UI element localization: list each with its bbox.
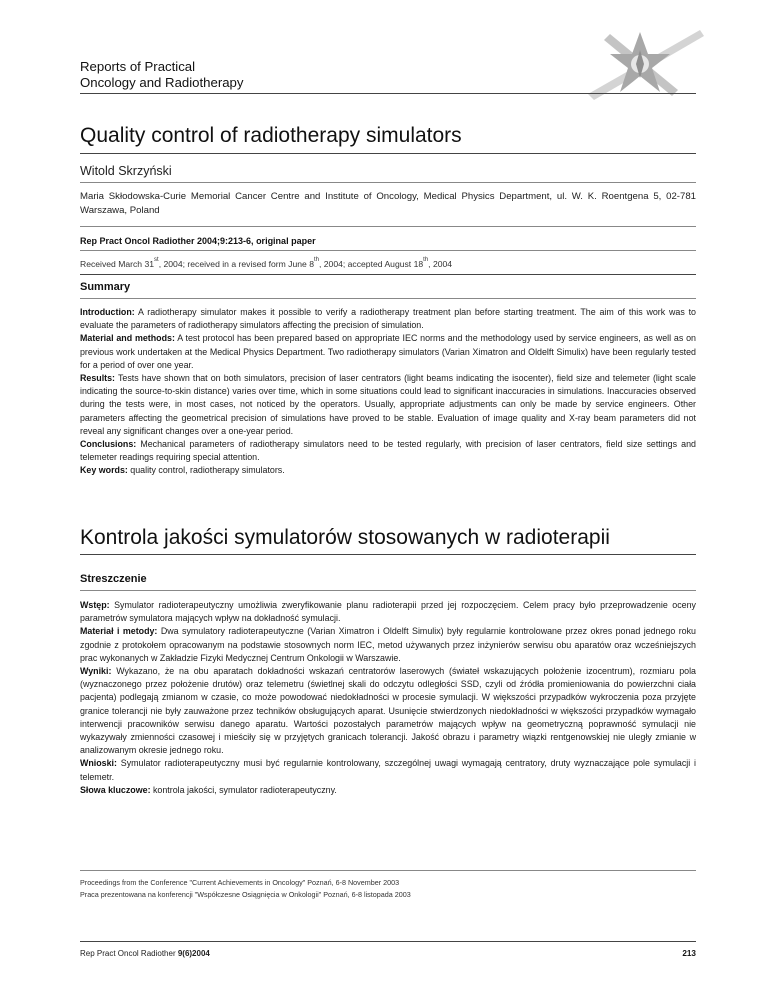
streszczenie-wnioski: Wnioski: Symulator radioterapeutyczny musi być regularnie kontrolowany, szczególnej uwagi wymagają centratory, druty wyznaczające pole symulacji i telemetr. xyxy=(80,758,696,782)
footnote-divider xyxy=(80,870,696,871)
polish-title: Kontrola jakości symulatorów stosowanych w radioterapii xyxy=(80,526,610,549)
page-number: 213 xyxy=(682,949,696,958)
summary-keywords: Key words: quality control, radiotherapy simulators. xyxy=(80,465,285,476)
author-divider xyxy=(80,182,696,183)
citation: Rep Pract Oncol Radiother 2004;9:213-6, original paper xyxy=(80,236,316,246)
summary-body xyxy=(80,306,696,478)
summary-introduction: Introduction: A radiotherapy simulator makes it possible to verify a radiotherapy treatment plan before starting treatment. The aim of this work was to evaluate the parameters of radiotherapy simulators affecting the precision of simulation. xyxy=(80,307,696,331)
summary-results: Results: Tests have shown that on both simulators, precision of laser centrators (light beams indicating the isocenter), field size and telemeter (light scale indicating the source-to-skin distance) varies over time, which in some situations could lead to significant inaccuracies in simulations. Inaccuracies observed during the tests were, in most cases, not noticed by the operators. Usually, appropriate adjustments can only be made by service engineers. Other parameters affecting the geometrical precision of simulations have proved to be stable. Evaluation of image quality and X-ray beam parameters did not reveal any significant changes over a one-year period. xyxy=(80,373,696,436)
footer-journal-ref: Rep Pract Oncol Radiother 9(6)2004 xyxy=(80,949,210,958)
streszczenie-divider xyxy=(80,590,696,591)
footnote-polish: Praca prezentowana na konferencji "Współczesne Osiągnięcia w Onkologii" Poznań, 6-8 listopada 2003 xyxy=(80,890,411,899)
streszczenie-body xyxy=(80,599,696,797)
article-dates: Received March 31st, 2004; received in a revised form June 8th, 2004; accepted August 18th, 2004 xyxy=(80,257,453,269)
journal-name-line1: Reports of Practical xyxy=(80,59,196,74)
accepted-date: , 2004; accepted August 18 xyxy=(318,259,424,269)
summary-divider xyxy=(80,298,696,299)
citation-divider xyxy=(80,250,696,251)
footer-issue: 9(6)2004 xyxy=(177,949,210,958)
revised-date: , 2004; received in a revised form June 8 xyxy=(158,259,314,269)
streszczenie-heading: Streszczenie xyxy=(80,573,147,585)
title-divider xyxy=(80,153,696,154)
summary-conclusions: Conclusions: Mechanical parameters of radiotherapy simulators need to be tested regularly, with precision of laser centrators, field size settings and telemeter readings requiring special attention. xyxy=(80,439,696,463)
journal-name xyxy=(80,59,244,91)
received-date: Received March 31 xyxy=(80,259,155,269)
streszczenie-wstep: Wstęp: Symulator radioterapeutyczny umożliwia zweryfikowanie planu radioterapii przed jej rozpoczęciem. Celem pracy było przeprowadzenie oceny parametrów symulatora mających wpływ na dokładność symulacji. xyxy=(80,600,696,624)
dates-divider xyxy=(80,274,696,275)
streszczenie-wyniki: Wyniki: Wykazano, że na obu aparatach dokładności wskazań centratorów laserowych (świateł wskazujących położenie izocentrum), rozmiaru pola (wyznaczonego przez położenie drutów) oraz telemetru (świetlnej skali do odczytu odległości SSD, czyli od źródła promieniowania do powierzchni ciała pacjenta) podlegają zmianom w czasie, co może powodować niedokładności w procesie symulacji. W większości przypadków wykroczenia poza przyjęte granice tolerancji nie były zauważone przez techników obsługujących aparat. Usunięcie stwierdzonych niedokładności w większości przypadków wymagało interwencji pracowników serwisu danego aparatu. Wartości pozostałych parametrów mających wpływ na geometryczną poprawność symulacji nie wykazywały zmienności czasowej i mieściły się w przyjętych granicach tolerancji. Jakość obrazu i parametry wiązki rentgenowskiej nie uległy zmianie w analizowanym okresie jednego roku. xyxy=(80,666,696,756)
journal-name-line2: Oncology and Radiotherapy xyxy=(80,75,244,90)
header-divider xyxy=(80,93,696,94)
polish-title-divider xyxy=(80,554,696,555)
footer-divider xyxy=(80,941,696,942)
journal-logo-icon xyxy=(580,20,708,102)
footnote-english: Proceedings from the Conference "Current Achievements in Oncology" Poznań, 6-8 November 2003 xyxy=(80,878,400,887)
summary-heading: Summary xyxy=(80,281,131,293)
summary-methods: Material and methods: A test protocol has been prepared based on appropriate IEC norms and the methodology used by service engineers, as well as on previous work undertaken at the Medical Physics Department. Two radiotherapy simulators (Varian Ximatron and Oldelft Simulix) have been regularly tested for a period of over one year. xyxy=(80,333,696,370)
article-title: Quality control of radiotherapy simulators xyxy=(80,124,462,147)
affiliation: Maria Skłodowska-Curie Memorial Cancer Centre and Institute of Oncology, Medical Physics Department, ul. W. K. Roentgena 5, 02-781 Warszawa, Poland xyxy=(80,191,696,216)
affiliation-divider xyxy=(80,226,696,227)
streszczenie-slowa: Słowa kluczowe: kontrola jakości, symulator radioterapeutyczny. xyxy=(80,784,337,795)
streszczenie-material: Materiał i metody: Dwa symulatory radioterapeutyczne (Varian Ximatron i Oldelft Simulix) były regularnie kontrolowane przez okres ponad jednego roku zgodnie z protokołem opracowanym na podstawie stosownych norm IEC, metod używanych przez inżynierów serwisu obu aparatów oraz wcześniejszych prac wykonanych w Zakładzie Fizyki Medycznej Centrum Onkologii w Warszawie. xyxy=(80,626,696,663)
author-name: Witold Skrzyński xyxy=(80,164,172,178)
